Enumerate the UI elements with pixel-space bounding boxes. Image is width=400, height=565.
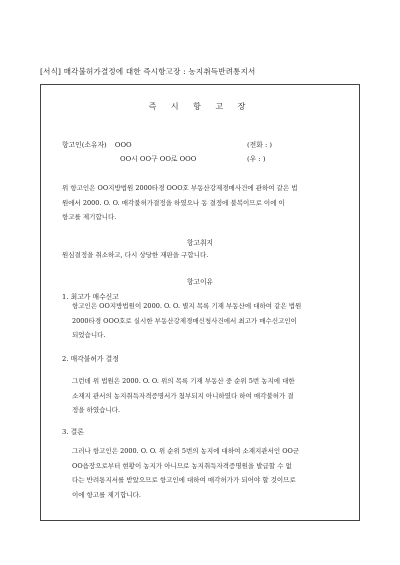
section-line: 소재지 관서의 농지취득자격증명서가 첨부되지 아니하였다 하여 매각불허가 결 xyxy=(72,391,294,400)
section-line: 이에 항고를 제기합니다. xyxy=(72,490,141,499)
section-line: 정을 하였습니다. xyxy=(72,406,121,414)
section-line: 2000타경 OOO호로 실시한 부동산강제경매신청사건에서 최고가 매수신고인이 xyxy=(72,316,297,325)
document-title: 즉 시 항 고 장 xyxy=(148,102,252,111)
appellant-label: 항고인(소유자) xyxy=(62,141,107,149)
appellant-address-row xyxy=(120,153,266,163)
section-line: OO읍장으로부터 현황이 농지가 아니므로 농지취득자격증명원을 발급할 수 없 xyxy=(72,461,292,470)
purpose-text xyxy=(62,248,342,263)
section-3-body xyxy=(72,444,342,502)
purpose-heading: 항고취지 xyxy=(186,239,214,247)
section-line: 다는 반려통지서를 받았으므로 항고인에 대하여 매각허가가 되어야 할 것이므로 xyxy=(72,476,296,484)
purpose-line: 원심결정을 취소하고, 다시 상당한 재판을 구합니다. xyxy=(62,251,209,259)
section-2-body xyxy=(72,374,342,418)
section-line: 되었습니다. xyxy=(72,331,106,339)
section-1-heading: 1. 최고가 매수신고 xyxy=(62,293,119,301)
intro-line: 위 항고인은 OO지방법원 2000타경 OOO호 부동산강제경매사건에 관하여 같은 법 xyxy=(62,184,298,192)
section-line: 그런데 위 법원은 2000. O. O. 위의 목록 기재 부동산 중 순위 5번 농지에 대한 xyxy=(72,377,295,385)
section-3-heading: 3. 결론 xyxy=(62,428,84,436)
appellant-name: OOO xyxy=(114,141,132,149)
intro-line: 항고를 제기합니다. xyxy=(62,213,117,221)
section-line: 그러나 항고인은 2000. O. O. 위 순위 5번의 농지에 대하여 소재지관서인 OO군 xyxy=(72,447,300,455)
appellant-row xyxy=(62,139,273,149)
intro-paragraph xyxy=(62,181,342,225)
section-2-heading: 2. 매각불허가 결정 xyxy=(62,355,119,363)
section-1-body xyxy=(72,299,342,343)
section-line: 항고인은 OO지방법원이 2000. O. O. 별지 목록 기재 부동산에 대하여 같은 법원 xyxy=(72,302,302,310)
appellant-postal: (우 : ) xyxy=(247,155,266,163)
document-caption: [서식] 매각불허가결정에 대한 즉시항고장 : 농지취득반려통지서 xyxy=(40,67,256,76)
appellant-phone: (전화 : ) xyxy=(247,141,273,149)
intro-line: 원에서 2000. O. O. 매각불허가결정을 하였으나 동 결정에 불복이므로 이에 이 xyxy=(62,198,285,207)
appellant-address: OO시 OO구 OO로 OOO xyxy=(120,155,197,163)
document-frame xyxy=(40,84,360,521)
reason-heading: 항고이유 xyxy=(186,278,214,286)
